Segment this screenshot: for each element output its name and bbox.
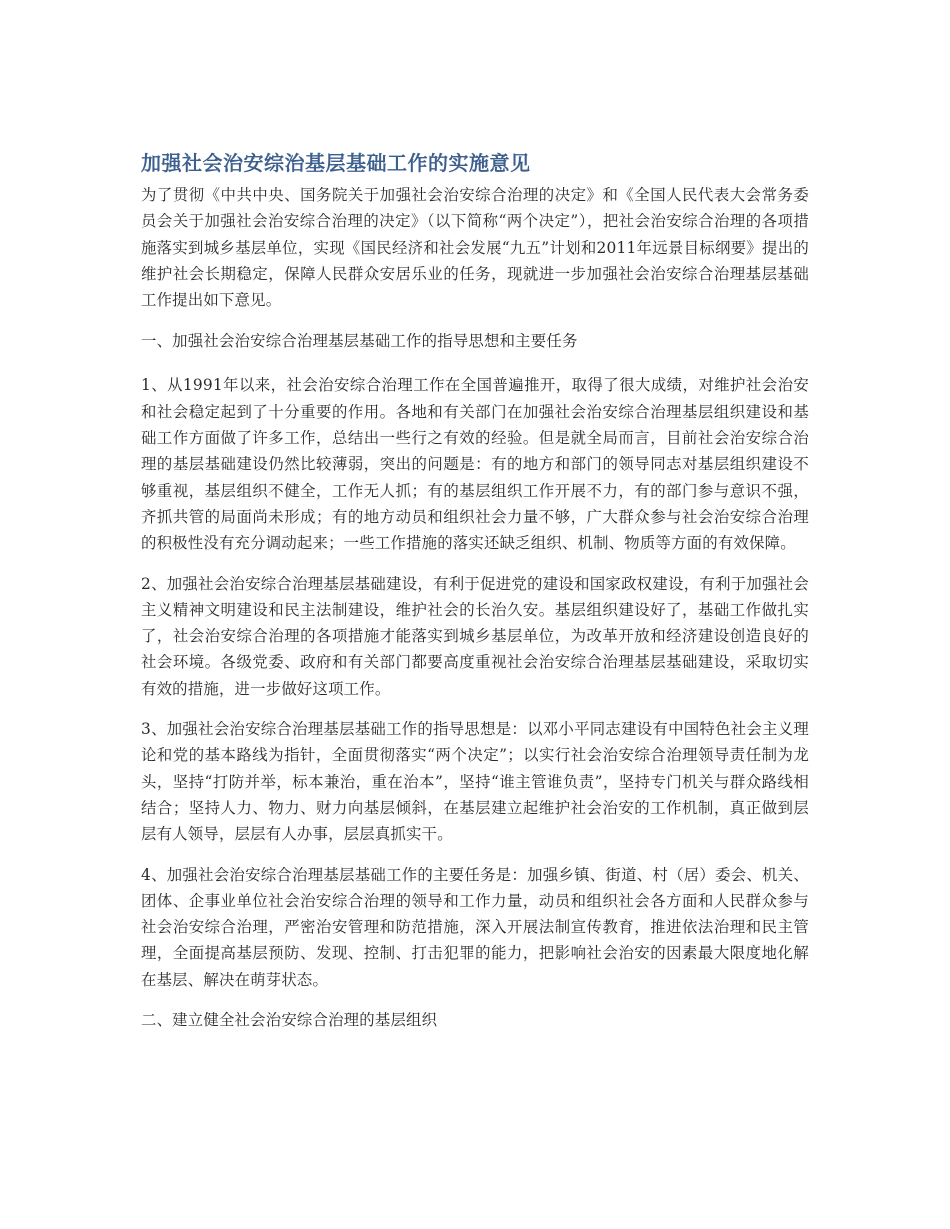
section-heading-1: 一、加强社会治安综合治理基层基础工作的指导思想和主要任务 bbox=[141, 332, 578, 351]
section-heading-2: 二、建立健全社会治安综合治理的基层组织 bbox=[141, 1011, 438, 1030]
paragraph-3: 3、加强社会治安综合治理基层基础工作的指导思想是：以邓小平同志建设有中国特色社会主义理论和党的基本路线为指针，全面贯彻落实“两个决定”；以实行社会治安综合治理领导责任制为龙头，坚持“打防并举，标本兼治，重在治本”，坚持“谁主管谁负责”，坚持专门机关与群众路线相结合；坚持人力、物力、财力向基层倾斜，在基层建立起维护社会治安的工作机制，真正做到层层有人领导，层层有人办事，层层真抓实干。 bbox=[141, 720, 809, 844]
intro-paragraph: 为了贯彻《中共中央、国务院关于加强社会治安综合治理的决定》和《全国人民代表大会常务委员会关于加强社会治安综合治理的决定》（以下简称“两个决定”），把社会治安综合治理的各项措施落实到城乡基层单位，实现《国民经济和社会发展“九五”计划和2011年远景目标纲要》提出的维护社会长期稳定，保障人民群众安居乐业的任务，现就进一步加强社会治安综合治理基层基础工作提出如下意见。 bbox=[141, 186, 809, 310]
document-page bbox=[141, 148, 809, 1051]
document-title: 加强社会治安综治基层基础工作的实施意见 bbox=[141, 151, 531, 175]
paragraph-2: 2、加强社会治安综合治理基层基础建设，有利于促进党的建设和国家政权建设，有利于加强社会主义精神文明建设和民主法制建设，维护社会的长治久安。基层组织建设好了，基础工作做扎实了，社会治安综合治理的各项措施才能落实到城乡基层单位，为改革开放和经济建设创造良好的社会环境。各级党委、政府和有关部门都要高度重视社会治安综合治理基层基础建设，采取切实有效的措施，进一步做好这项工作。 bbox=[141, 574, 809, 698]
paragraph-1: 1、从1991年以来，社会治安综合治理工作在全国普遍推开，取得了很大成绩，对维护社会治安和社会稳定起到了十分重要的作用。各地和有关部门在加强社会治安综合治理基层组织建设和基础工作方面做了许多工作，总结出一些行之有效的经验。但是就全局而言，目前社会治安综合治理的基层基础建设仍然比较薄弱，突出的问题是：有的地方和部门的领导同志对基层组织建设不够重视，基层组织不健全，工作无人抓；有的基层组织工作开展不力，有的部门参与意识不强，齐抓共管的局面尚未形成；有的地方动员和组织社会力量不够，广大群众参与社会治安综合治理的积极性没有充分调动起来；一些工作措施的落实还缺乏组织、机制、物质等方面的有效保障。 bbox=[141, 376, 809, 553]
paragraph-4: 4、加强社会治安综合治理基层基础工作的主要任务是：加强乡镇、街道、村（居）委会、机关、团体、企事业单位社会治安综合治理的领导和工作力量，动员和组织社会各方面和人民群众参与社会治安综合治理，严密治安管理和防范措施，深入开展法制宣传教育，推进依法治理和民主管理，全面提高基层预防、发现、控制、打击犯罪的能力，把影响社会治安的因素最大限度地化解在基层、解决在萌芽状态。 bbox=[141, 865, 809, 989]
